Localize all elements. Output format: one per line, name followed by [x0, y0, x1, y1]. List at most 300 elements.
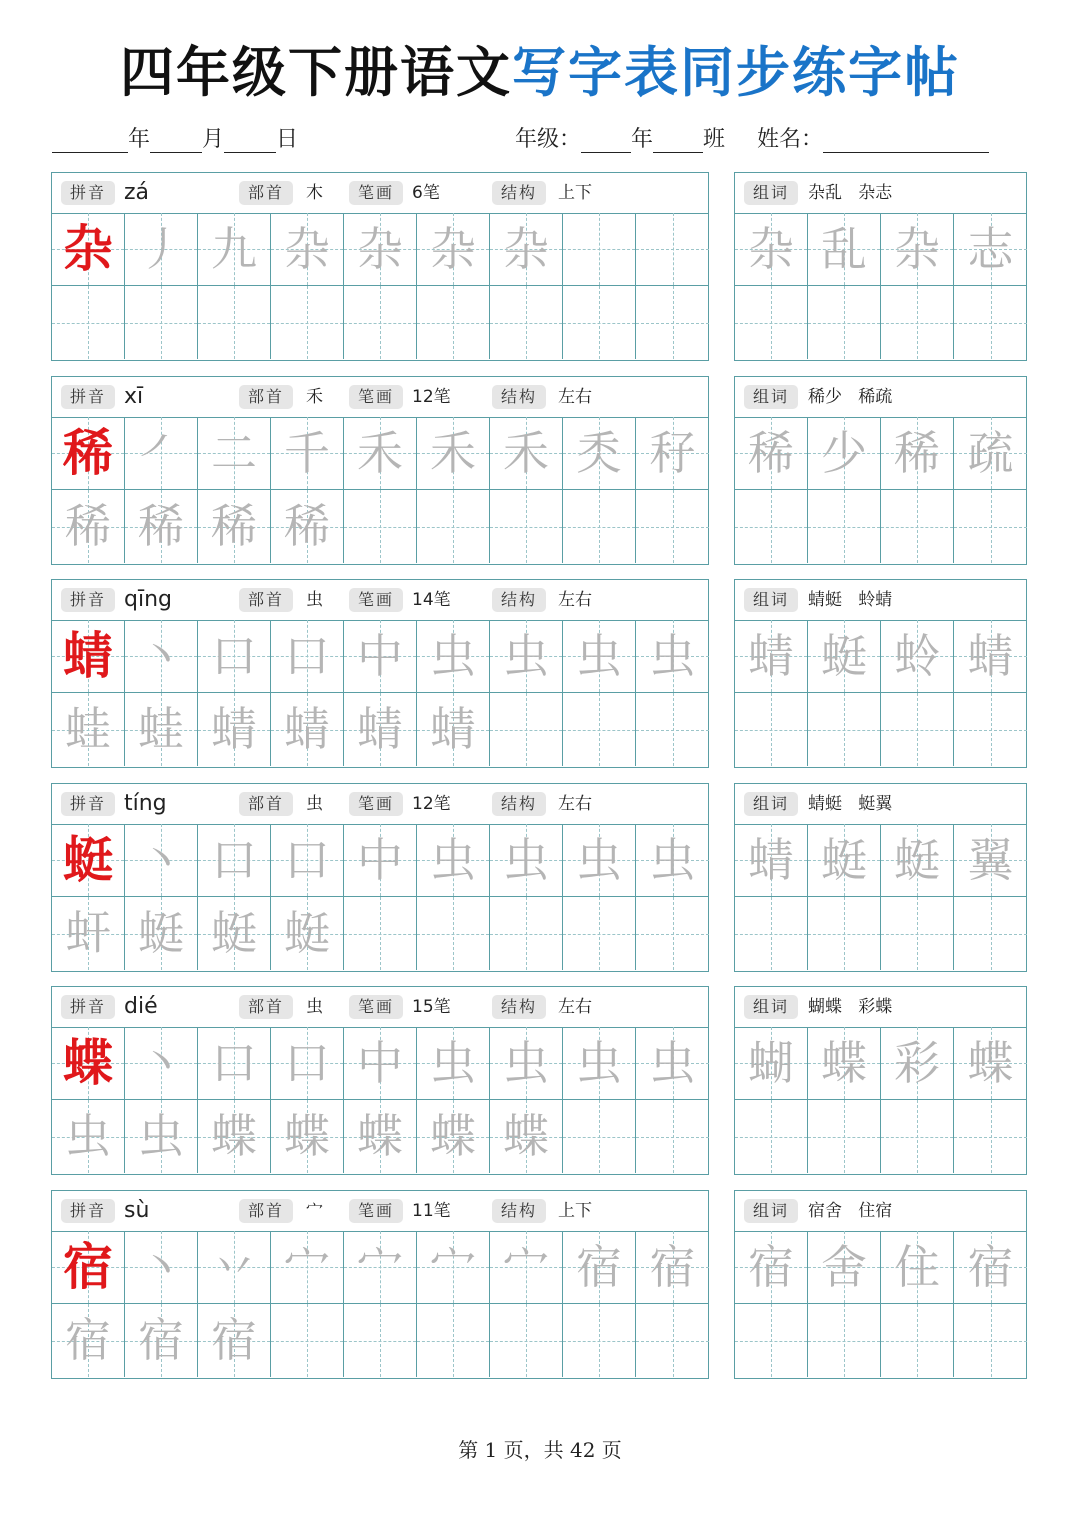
words-cell[interactable] [954, 620, 1027, 693]
month-blank[interactable] [150, 130, 202, 153]
structure-value: 左右 [558, 387, 592, 407]
pinyin-label: 拼音 [61, 792, 115, 816]
stroke-step-char: 口 [284, 833, 330, 887]
stroke-step-char: 虫 [649, 1036, 696, 1090]
word-char: 宿 [967, 1240, 1014, 1294]
char-card-header [52, 377, 708, 418]
writing-cell[interactable] [490, 620, 563, 693]
cell-char [198, 286, 270, 359]
words-cell[interactable] [954, 1100, 1027, 1173]
writing-cell[interactable] [563, 490, 636, 563]
writing-grid [52, 1027, 708, 1174]
grade-label: 年级： [515, 127, 582, 152]
word-char: 蜓 [894, 833, 940, 887]
words-cell[interactable] [735, 693, 808, 766]
stroke-step-char: 蜻 [284, 702, 330, 756]
words-cell[interactable] [808, 213, 881, 286]
radical-value: 宀 [306, 1201, 323, 1221]
writing-cell[interactable] [125, 897, 198, 970]
words-cell[interactable] [881, 897, 954, 970]
cell-char [344, 490, 416, 563]
word-char: 乱 [821, 222, 867, 276]
word-char: 蜓 [821, 629, 867, 683]
pinyin-value: qīng [124, 587, 172, 612]
writing-cell[interactable] [344, 490, 417, 563]
writing-cell[interactable] [271, 1100, 344, 1173]
char-card-header [52, 580, 708, 621]
guide-line-vertical [917, 490, 918, 563]
guide-line-vertical [991, 693, 992, 766]
writing-grid [52, 1231, 708, 1378]
words-cell[interactable] [735, 490, 808, 563]
writing-cell[interactable] [563, 1304, 636, 1377]
cell-char [490, 693, 562, 766]
writing-cell[interactable] [198, 693, 271, 766]
writing-cell[interactable] [125, 1027, 198, 1100]
writing-cell[interactable] [490, 824, 563, 897]
words-card [734, 783, 1027, 972]
structure-value: 左右 [558, 794, 592, 814]
writing-cell[interactable] [417, 620, 490, 693]
words-grid [735, 1027, 1026, 1174]
stroke-step-char: 杂 [430, 222, 476, 276]
structure-label: 结构 [492, 385, 546, 409]
target-char: 宿 [63, 1238, 113, 1296]
writing-cell[interactable] [344, 417, 417, 490]
writing-cell[interactable] [198, 1027, 271, 1100]
stroke-step-char: 蝶 [430, 1109, 476, 1163]
words-cell[interactable] [881, 1231, 954, 1304]
stroke-step-char: 丶 [138, 833, 184, 887]
stroke-step-char: 禾 [357, 426, 403, 480]
target-char: 稀 [63, 424, 113, 482]
words-card-header [735, 987, 1026, 1028]
words-cell[interactable] [881, 417, 954, 490]
words-cell[interactable] [808, 897, 881, 970]
word-char: 蜻 [748, 629, 794, 683]
words-cell[interactable] [735, 824, 808, 897]
guide-line-vertical [917, 1304, 918, 1377]
words-cell[interactable] [954, 1231, 1027, 1304]
writing-cell[interactable] [271, 490, 344, 563]
cell-char [344, 286, 416, 359]
writing-cell[interactable] [563, 1100, 636, 1173]
writing-cell[interactable] [125, 417, 198, 490]
writing-cell[interactable] [198, 286, 271, 359]
writing-cell[interactable] [52, 213, 125, 286]
writing-cell[interactable] [125, 620, 198, 693]
writing-cell[interactable] [198, 1231, 271, 1304]
writing-cell[interactable] [344, 693, 417, 766]
cell-char [417, 1304, 489, 1377]
writing-cell[interactable] [417, 213, 490, 286]
words-value: 杂乱 杂志 [808, 183, 893, 203]
writing-cell[interactable] [417, 693, 490, 766]
words-cell[interactable] [954, 824, 1027, 897]
radical-value: 虫 [306, 590, 323, 610]
writing-cell[interactable] [417, 1027, 490, 1100]
radical-label: 部首 [239, 995, 293, 1019]
writing-cell[interactable] [198, 490, 271, 563]
words-cell[interactable] [808, 417, 881, 490]
words-card-header [735, 784, 1026, 825]
char-card [51, 376, 709, 565]
words-value: 宿舍 住宿 [808, 1201, 893, 1221]
words-card [734, 986, 1027, 1175]
writing-cell[interactable] [271, 897, 344, 970]
writing-cell[interactable] [417, 824, 490, 897]
writing-cell[interactable] [344, 897, 417, 970]
writing-cell[interactable] [271, 620, 344, 693]
stroke-step-char: 虫 [576, 629, 622, 683]
strokes-value: 11笔 [412, 1201, 451, 1221]
guide-line-vertical [844, 693, 845, 766]
pinyin-label: 拼音 [61, 995, 115, 1019]
writing-cell[interactable] [636, 693, 709, 766]
writing-cell[interactable] [271, 1304, 344, 1377]
stroke-step-char: 口 [211, 833, 257, 887]
page-footer: 第 1 页，共 42 页 [458, 1438, 622, 1462]
writing-cell[interactable] [52, 1231, 125, 1304]
title-part-blue: 写字表同步练字帖 [512, 41, 960, 104]
words-cell[interactable] [881, 824, 954, 897]
words-cell[interactable] [954, 897, 1027, 970]
name-label: 姓名： [757, 127, 824, 152]
writing-cell[interactable] [52, 286, 125, 359]
stroke-step-char: 蛙 [65, 702, 111, 756]
word-char: 舍 [821, 1240, 867, 1294]
writing-cell[interactable] [125, 1100, 198, 1173]
cell-char [344, 1304, 416, 1377]
writing-cell[interactable] [198, 213, 271, 286]
strokes-value: 6笔 [412, 183, 440, 203]
writing-cell[interactable] [125, 1231, 198, 1304]
year-blank[interactable] [52, 130, 128, 153]
words-cell[interactable] [881, 1100, 954, 1173]
words-card-header [735, 377, 1026, 418]
day-blank[interactable] [224, 130, 276, 153]
stroke-step-char: 稀 [284, 499, 330, 553]
writing-cell[interactable] [563, 824, 636, 897]
writing-cell[interactable] [490, 1231, 563, 1304]
target-char: 蝶 [63, 1034, 113, 1092]
words-cell[interactable] [735, 1027, 808, 1100]
day-label: 日 [276, 127, 299, 152]
words-cell[interactable] [954, 490, 1027, 563]
writing-cell[interactable] [636, 490, 709, 563]
writing-cell[interactable] [490, 490, 563, 563]
stroke-step-char: 口 [211, 629, 257, 683]
writing-cell[interactable] [271, 417, 344, 490]
stroke-step-char: 宿 [211, 1313, 257, 1367]
writing-cell[interactable] [490, 286, 563, 359]
writing-cell[interactable] [271, 286, 344, 359]
words-cell[interactable] [808, 490, 881, 563]
writing-cell[interactable] [417, 897, 490, 970]
writing-cell[interactable] [563, 620, 636, 693]
char-card [51, 172, 709, 361]
pinyin-value: tíng [124, 791, 167, 816]
stroke-step-char: 蝶 [211, 1109, 257, 1163]
stroke-step-char: 口 [284, 1036, 330, 1090]
writing-cell[interactable] [198, 897, 271, 970]
class-blank[interactable] [653, 130, 703, 153]
writing-cell[interactable] [125, 1304, 198, 1377]
writing-cell[interactable] [563, 417, 636, 490]
writing-cell[interactable] [198, 620, 271, 693]
word-char: 蝶 [821, 1036, 867, 1090]
writing-cell[interactable] [490, 1304, 563, 1377]
structure-label: 结构 [492, 181, 546, 205]
words-cell[interactable] [954, 1027, 1027, 1100]
words-cell[interactable] [808, 1304, 881, 1377]
grade-blank[interactable] [581, 130, 631, 153]
stroke-step-char: 口 [211, 1036, 257, 1090]
cell-char [271, 286, 343, 359]
words-cell[interactable] [881, 286, 954, 359]
stroke-step-char: 蜓 [138, 906, 184, 960]
word-char: 彩 [894, 1036, 940, 1090]
writing-cell[interactable] [563, 286, 636, 359]
title-part-black: 四年级下册语文 [120, 41, 512, 104]
writing-cell[interactable] [344, 213, 417, 286]
year-label: 年 [128, 127, 151, 152]
writing-cell[interactable] [490, 1100, 563, 1173]
writing-cell[interactable] [198, 417, 271, 490]
words-cell[interactable] [881, 620, 954, 693]
writing-cell[interactable] [563, 213, 636, 286]
writing-cell[interactable] [125, 286, 198, 359]
words-card [734, 172, 1027, 361]
writing-cell[interactable] [344, 1304, 417, 1377]
stroke-step-char: 蜻 [357, 702, 403, 756]
writing-cell[interactable] [271, 213, 344, 286]
words-label: 组词 [744, 588, 798, 612]
stroke-step-char: 稀 [211, 499, 257, 553]
writing-cell[interactable] [198, 824, 271, 897]
words-cell[interactable] [954, 693, 1027, 766]
page-title [0, 38, 1080, 108]
writing-cell[interactable] [344, 1231, 417, 1304]
writing-cell[interactable] [417, 490, 490, 563]
writing-cell[interactable] [52, 1100, 125, 1173]
target-char: 杂 [63, 220, 113, 278]
writing-cell[interactable] [271, 693, 344, 766]
stroke-step-char: 丶 [138, 629, 184, 683]
word-char: 蜓 [821, 833, 867, 887]
name-blank[interactable] [823, 130, 989, 153]
writing-cell[interactable] [198, 1100, 271, 1173]
writing-cell[interactable] [563, 693, 636, 766]
stroke-step-char: 禾 [503, 426, 549, 480]
guide-line-vertical [771, 897, 772, 970]
words-cell[interactable] [954, 1304, 1027, 1377]
writing-cell[interactable] [52, 620, 125, 693]
writing-cell[interactable] [417, 1100, 490, 1173]
writing-cell[interactable] [490, 897, 563, 970]
writing-cell[interactable] [636, 417, 709, 490]
words-cell[interactable] [881, 213, 954, 286]
radical-value: 虫 [306, 794, 323, 814]
structure-label: 结构 [492, 792, 546, 816]
words-cell[interactable] [808, 1231, 881, 1304]
date-line [52, 122, 298, 153]
stroke-step-char: 中 [357, 629, 403, 683]
writing-cell[interactable] [636, 1231, 709, 1304]
writing-cell[interactable] [52, 490, 125, 563]
writing-cell[interactable] [344, 286, 417, 359]
guide-line-vertical [844, 897, 845, 970]
writing-cell[interactable] [636, 1100, 709, 1173]
words-cell[interactable] [808, 1100, 881, 1173]
guide-line-vertical [771, 286, 772, 359]
stroke-step-char: 杂 [357, 222, 403, 276]
cell-char [563, 490, 635, 563]
words-cell[interactable] [881, 1027, 954, 1100]
writing-grid [52, 824, 708, 971]
writing-cell[interactable] [636, 620, 709, 693]
words-cell[interactable] [735, 213, 808, 286]
writing-cell[interactable] [636, 213, 709, 286]
writing-cell[interactable] [52, 897, 125, 970]
word-char: 蛉 [894, 629, 940, 683]
writing-grid [52, 213, 708, 360]
writing-cell[interactable] [271, 1231, 344, 1304]
pinyin-value: dié [124, 994, 158, 1019]
target-char: 蜓 [63, 831, 113, 889]
words-cell[interactable] [954, 417, 1027, 490]
stroke-step-char: 千 [284, 426, 330, 480]
writing-cell[interactable] [198, 1304, 271, 1377]
stroke-step-char: 虫 [503, 1036, 549, 1090]
char-card [51, 579, 709, 768]
writing-cell[interactable] [271, 824, 344, 897]
writing-cell[interactable] [52, 417, 125, 490]
words-cell[interactable] [808, 286, 881, 359]
stroke-step-char: 虫 [503, 629, 549, 683]
writing-cell[interactable] [636, 1304, 709, 1377]
writing-cell[interactable] [417, 417, 490, 490]
words-cell[interactable] [954, 213, 1027, 286]
writing-cell[interactable] [490, 417, 563, 490]
stroke-step-char: 虫 [649, 833, 696, 887]
words-cell[interactable] [735, 620, 808, 693]
words-value: 稀少 稀疏 [808, 387, 893, 407]
writing-cell[interactable] [52, 824, 125, 897]
radical-label: 部首 [239, 588, 293, 612]
writing-cell[interactable] [52, 1304, 125, 1377]
stroke-step-char: 虫 [576, 833, 622, 887]
char-card [51, 986, 709, 1175]
strokes-label: 笔画 [349, 792, 403, 816]
words-grid [735, 824, 1026, 971]
words-cell[interactable] [808, 824, 881, 897]
stroke-step-char: 宿 [576, 1240, 622, 1294]
stroke-step-char: 丶 [138, 1240, 184, 1294]
word-char: 蜻 [748, 833, 794, 887]
writing-cell[interactable] [417, 286, 490, 359]
writing-grid [52, 417, 708, 564]
writing-cell[interactable] [125, 490, 198, 563]
words-grid [735, 417, 1026, 564]
writing-cell[interactable] [636, 824, 709, 897]
writing-cell[interactable] [52, 1027, 125, 1100]
words-cell[interactable] [954, 286, 1027, 359]
stroke-step-char: 蛙 [138, 702, 184, 756]
words-cell[interactable] [808, 1027, 881, 1100]
words-cell[interactable] [735, 1100, 808, 1173]
stroke-step-char: 口 [284, 629, 330, 683]
writing-cell[interactable] [490, 213, 563, 286]
writing-cell[interactable] [125, 693, 198, 766]
writing-cell[interactable] [563, 897, 636, 970]
writing-cell[interactable] [417, 1231, 490, 1304]
writing-cell[interactable] [344, 1100, 417, 1173]
word-char: 少 [821, 426, 867, 480]
writing-cell[interactable] [636, 286, 709, 359]
cell-char [563, 213, 635, 285]
char-card-header [52, 1191, 708, 1232]
writing-cell[interactable] [563, 1231, 636, 1304]
stroke-step-char: 九 [211, 222, 257, 276]
writing-cell[interactable] [125, 824, 198, 897]
cell-char [563, 286, 635, 359]
guide-line-vertical [917, 693, 918, 766]
writing-cell[interactable] [490, 693, 563, 766]
writing-cell[interactable] [636, 897, 709, 970]
guide-line-vertical [771, 1304, 772, 1377]
writing-cell[interactable] [417, 1304, 490, 1377]
stroke-step-char: 虫 [65, 1109, 111, 1163]
words-grid [735, 1231, 1026, 1378]
stroke-step-char: 虫 [503, 833, 549, 887]
cell-char [636, 286, 709, 359]
writing-cell[interactable] [125, 213, 198, 286]
writing-cell[interactable] [563, 1027, 636, 1100]
writing-cell[interactable] [636, 1027, 709, 1100]
stroke-step-char: 二 [211, 426, 257, 480]
pinyin-label: 拼音 [61, 181, 115, 205]
words-cell[interactable] [808, 693, 881, 766]
stroke-step-char: 虫 [576, 1036, 622, 1090]
writing-cell[interactable] [344, 1027, 417, 1100]
words-cell[interactable] [735, 417, 808, 490]
words-cell[interactable] [881, 490, 954, 563]
words-label: 组词 [744, 385, 798, 409]
words-cell[interactable] [735, 897, 808, 970]
writing-cell[interactable] [490, 1027, 563, 1100]
writing-cell[interactable] [271, 1027, 344, 1100]
cell-char [344, 897, 416, 970]
words-value: 蝴蝶 彩蝶 [808, 997, 893, 1017]
structure-label: 结构 [492, 588, 546, 612]
words-cell[interactable] [735, 1231, 808, 1304]
writing-cell[interactable] [344, 824, 417, 897]
stroke-step-char: 虫 [430, 833, 476, 887]
stroke-step-char: 丿 [138, 222, 184, 276]
words-cell[interactable] [735, 286, 808, 359]
writing-cell[interactable] [52, 693, 125, 766]
writing-cell[interactable] [344, 620, 417, 693]
words-cell[interactable] [735, 1304, 808, 1377]
words-card [734, 376, 1027, 565]
cell-char [636, 897, 709, 970]
structure-value: 左右 [558, 590, 592, 610]
words-cell[interactable] [808, 620, 881, 693]
words-cell[interactable] [881, 1304, 954, 1377]
cell-char [490, 897, 562, 970]
words-cell[interactable] [881, 693, 954, 766]
